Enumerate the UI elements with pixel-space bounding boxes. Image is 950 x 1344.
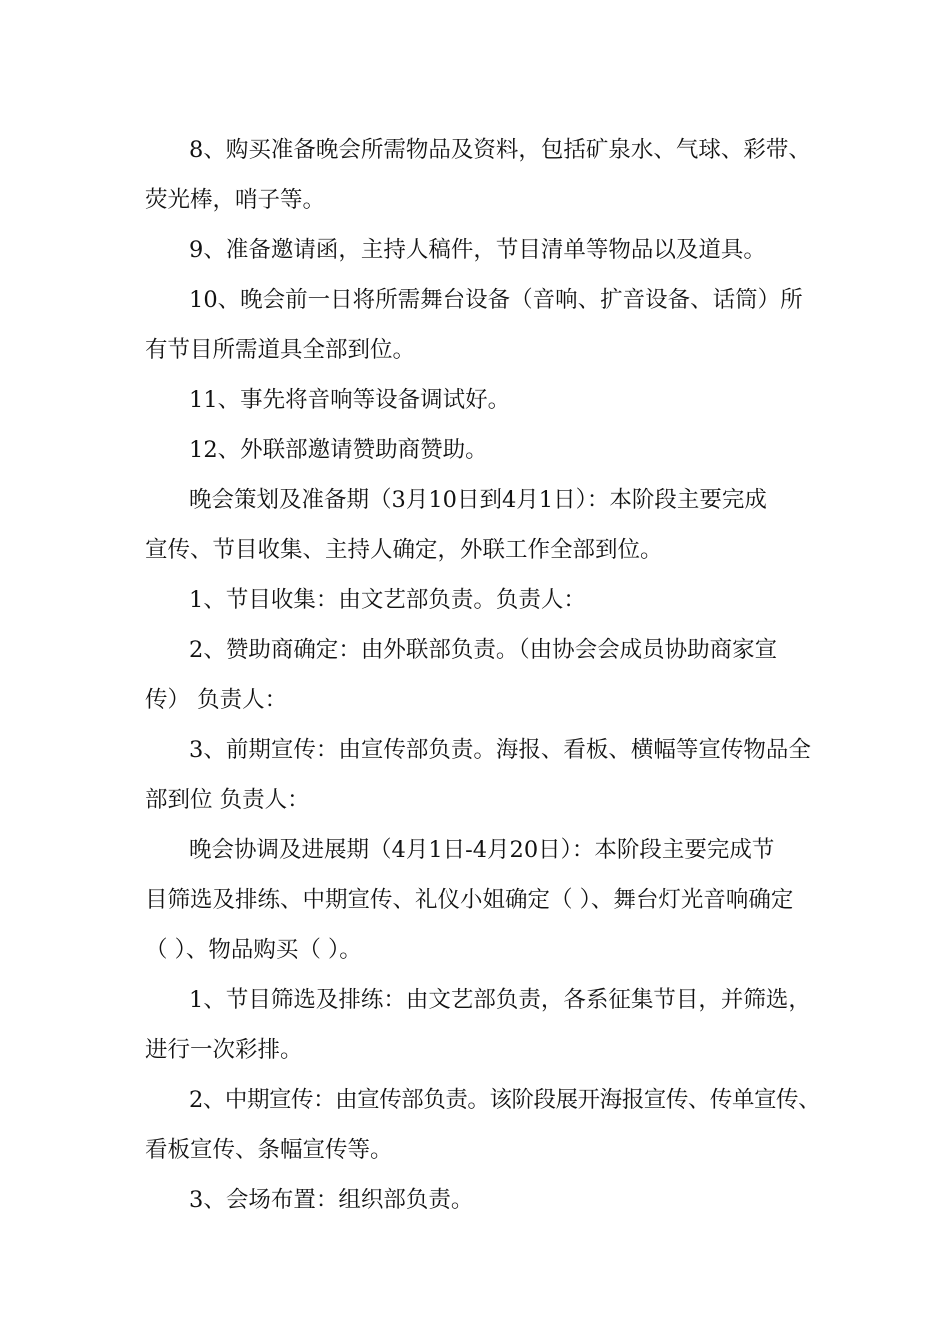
text-line: 3、会场布置：组织部负责。 bbox=[189, 1187, 474, 1213]
text-line: （ ）、物品购买（ ）。 bbox=[145, 937, 362, 963]
text-line: 晚会协调及进展期（4月1日-4月20日）：本阶段主要完成节 bbox=[189, 837, 775, 863]
text-line: 2、中期宣传：由宣传部负责。该阶段展开海报宣传、传单宣传、 bbox=[189, 1087, 821, 1113]
text-line: 晚会策划及准备期（3月10日到4月1日）：本阶段主要完成 bbox=[189, 487, 767, 513]
text-line: 宣传、节目收集、主持人确定，外联工作全部到位。 bbox=[145, 537, 663, 563]
text-line: 有节目所需道具全部到位。 bbox=[145, 337, 416, 363]
text-line: 传） 负责人： bbox=[145, 687, 288, 713]
text-line: 进行一次彩排。 bbox=[145, 1037, 303, 1063]
text-line: 12、外联部邀请赞助商赞助。 bbox=[189, 437, 488, 463]
text-line: 2、赞助商确定：由外联部负责。（由协会会成员协助商家宣 bbox=[189, 637, 778, 663]
text-line: 目筛选及排练、中期宣传、礼仪小姐确定（ ）、舞台灯光音响确定 bbox=[145, 887, 794, 913]
text-line: 荧光棒，哨子等。 bbox=[145, 187, 326, 213]
text-line: 9、准备邀请函，主持人稿件，节目清单等物品以及道具。 bbox=[189, 237, 766, 263]
text-line: 3、前期宣传：由宣传部负责。海报、看板、横幅等宣传物品全 bbox=[189, 737, 811, 763]
text-line: 8、购买准备晚会所需物品及资料，包括矿泉水、气球、彩带、 bbox=[189, 137, 811, 163]
text-line: 10、晚会前一日将所需舞台设备（音响、扩音设备、话筒）所 bbox=[189, 287, 803, 313]
text-line: 11、事先将音响等设备调试好。 bbox=[189, 387, 511, 413]
text-line: 1、节目收集：由文艺部负责。负责人： bbox=[189, 587, 586, 613]
text-line: 部到位 负责人： bbox=[145, 787, 310, 813]
text-line: 1、节目筛选及排练：由文艺部负责，各系征集节目，并筛选， bbox=[189, 987, 811, 1013]
text-line: 看板宣传、条幅宣传等。 bbox=[145, 1137, 393, 1163]
